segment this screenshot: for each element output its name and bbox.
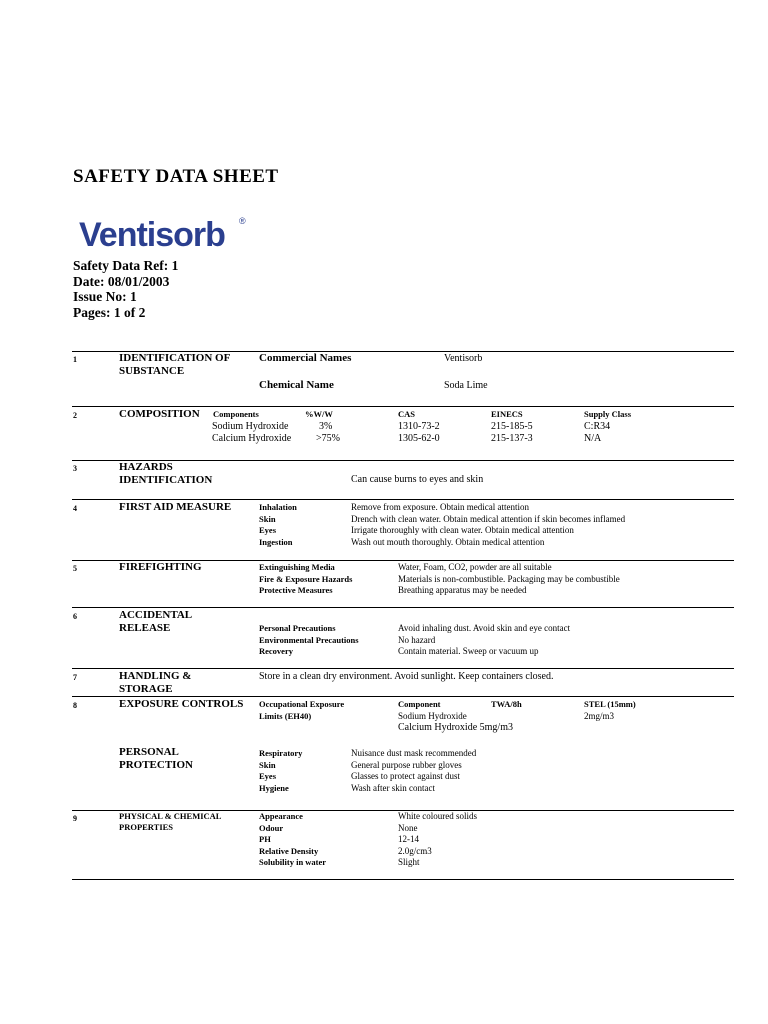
label-column: Inhalation Skin Eyes Ingestion	[259, 502, 297, 547]
stel-header: STEL (15mm)	[584, 699, 636, 709]
section-number: 2	[73, 411, 77, 420]
table-cell: 215-185-5	[491, 421, 533, 432]
section-divider	[72, 607, 734, 608]
exposure-limits-label: Occupational Exposure Limits (EH40)	[259, 699, 345, 721]
table-cell: 1310-73-2	[398, 421, 440, 432]
section-heading: FIRST AID MEASURE	[119, 501, 232, 513]
section-heading: ACCIDENTAL RELEASE	[119, 609, 193, 634]
section-heading: PHYSICAL & CHEMICAL PROPERTIES	[119, 811, 222, 832]
section-heading: PERSONAL PROTECTION	[119, 746, 193, 771]
issue-number: Issue No: 1	[73, 289, 137, 304]
table-cell: 3%	[319, 421, 333, 432]
registered-mark: ®	[239, 216, 246, 226]
label-column: Appearance Odour PH Relative Density Solubility in water	[259, 811, 327, 867]
label-column: Personal Precautions Environmental Precautions Recovery	[259, 623, 359, 656]
section-divider	[72, 696, 734, 697]
logo-wordmark: Ventisorb	[79, 216, 225, 254]
section-heading: FIREFIGHTING	[119, 561, 202, 573]
section-number: 7	[73, 673, 77, 682]
page-count: Pages: 1 of 2	[73, 304, 146, 320]
table-header: Supply Class	[584, 409, 632, 419]
table-header: Components	[213, 409, 259, 419]
document-title: SAFETY DATA SHEET	[73, 166, 279, 187]
component-value: Calcium Hydroxide 5mg/m3	[398, 722, 513, 733]
section-heading: HANDLING & STORAGE	[119, 670, 192, 695]
value-column: Nuisance dust mask recommended General purpose rubber gloves Glasses to protect against dust Wash after skin contact	[351, 748, 477, 793]
section-number: 6	[73, 612, 77, 621]
section-number: 3	[73, 464, 77, 473]
label-column: Extinguishing Media Fire & Exposure Hazards Protective Measures	[259, 562, 353, 595]
safety-data-ref: Safety Data Ref: 1	[73, 258, 179, 273]
chemical-name-value: Soda Lime	[444, 380, 488, 391]
handling-text: Store in a clean dry environment. Avoid sunlight. Keep containers closed.	[259, 671, 554, 682]
table-header: %W/W	[305, 409, 333, 419]
stel-value: 2mg/m3	[584, 711, 615, 721]
section-number: 5	[73, 564, 77, 573]
component-value: Sodium Hydroxide	[398, 711, 467, 721]
document-date: Date: 08/01/2003	[73, 273, 170, 289]
table-header: CAS	[398, 409, 416, 419]
section-divider	[72, 499, 734, 500]
table-cell: N/A	[584, 433, 602, 444]
component-header: Component	[398, 699, 441, 709]
label-column: Respiratory Skin Eyes Hygiene	[259, 748, 303, 793]
section-number: 8	[73, 701, 77, 710]
table-cell: 1305-62-0	[398, 433, 440, 444]
section-divider	[72, 879, 734, 880]
chemical-name-label: Chemical Name	[259, 379, 334, 391]
section-heading: EXPOSURE CONTROLS	[119, 698, 244, 710]
table-cell: Calcium Hydroxide	[212, 433, 292, 444]
value-column: White coloured solids None 12-14 2.0g/cm3 Slight	[398, 811, 477, 867]
value-column: Remove from exposure. Obtain medical attention Drench with clean water. Obtain medical attention if skin becomes inflamed Irrigate thoroughly with clean water. Obtain medical attention Wash out mouth thoroughly. Obtain medical attention	[351, 502, 626, 547]
twa-header: TWA/8h	[491, 699, 522, 709]
ventisorb-logo	[77, 212, 249, 259]
section-heading: HAZARDS IDENTIFICATION	[119, 461, 213, 486]
section-number: 9	[73, 814, 77, 823]
section-heading: IDENTIFICATION OF SUBSTANCE	[119, 352, 231, 377]
document-meta	[73, 258, 178, 320]
table-cell: C:R34	[584, 421, 611, 432]
section-divider	[72, 406, 734, 407]
table-header: EINECS	[491, 409, 523, 419]
commercial-names-value: Ventisorb	[444, 353, 483, 364]
value-column: Avoid inhaling dust. Avoid skin and eye contact No hazard Contain material. Sweep or vacuum up	[398, 623, 571, 656]
commercial-names-label: Commercial Names	[259, 352, 352, 364]
section-number: 4	[73, 504, 77, 513]
table-cell: Sodium Hydroxide	[212, 421, 289, 432]
section-heading: COMPOSITION	[119, 408, 200, 420]
table-cell: 215-137-3	[491, 433, 533, 444]
hazard-text: Can cause burns to eyes and skin	[351, 474, 484, 485]
table-cell: >75%	[316, 433, 340, 444]
value-column: Water, Foam, CO2, powder are all suitable Materials is non-combustible. Packaging may be combustible Breathing apparatus may be needed	[398, 562, 620, 595]
section-number: 1	[73, 355, 77, 364]
section-divider	[72, 668, 734, 669]
